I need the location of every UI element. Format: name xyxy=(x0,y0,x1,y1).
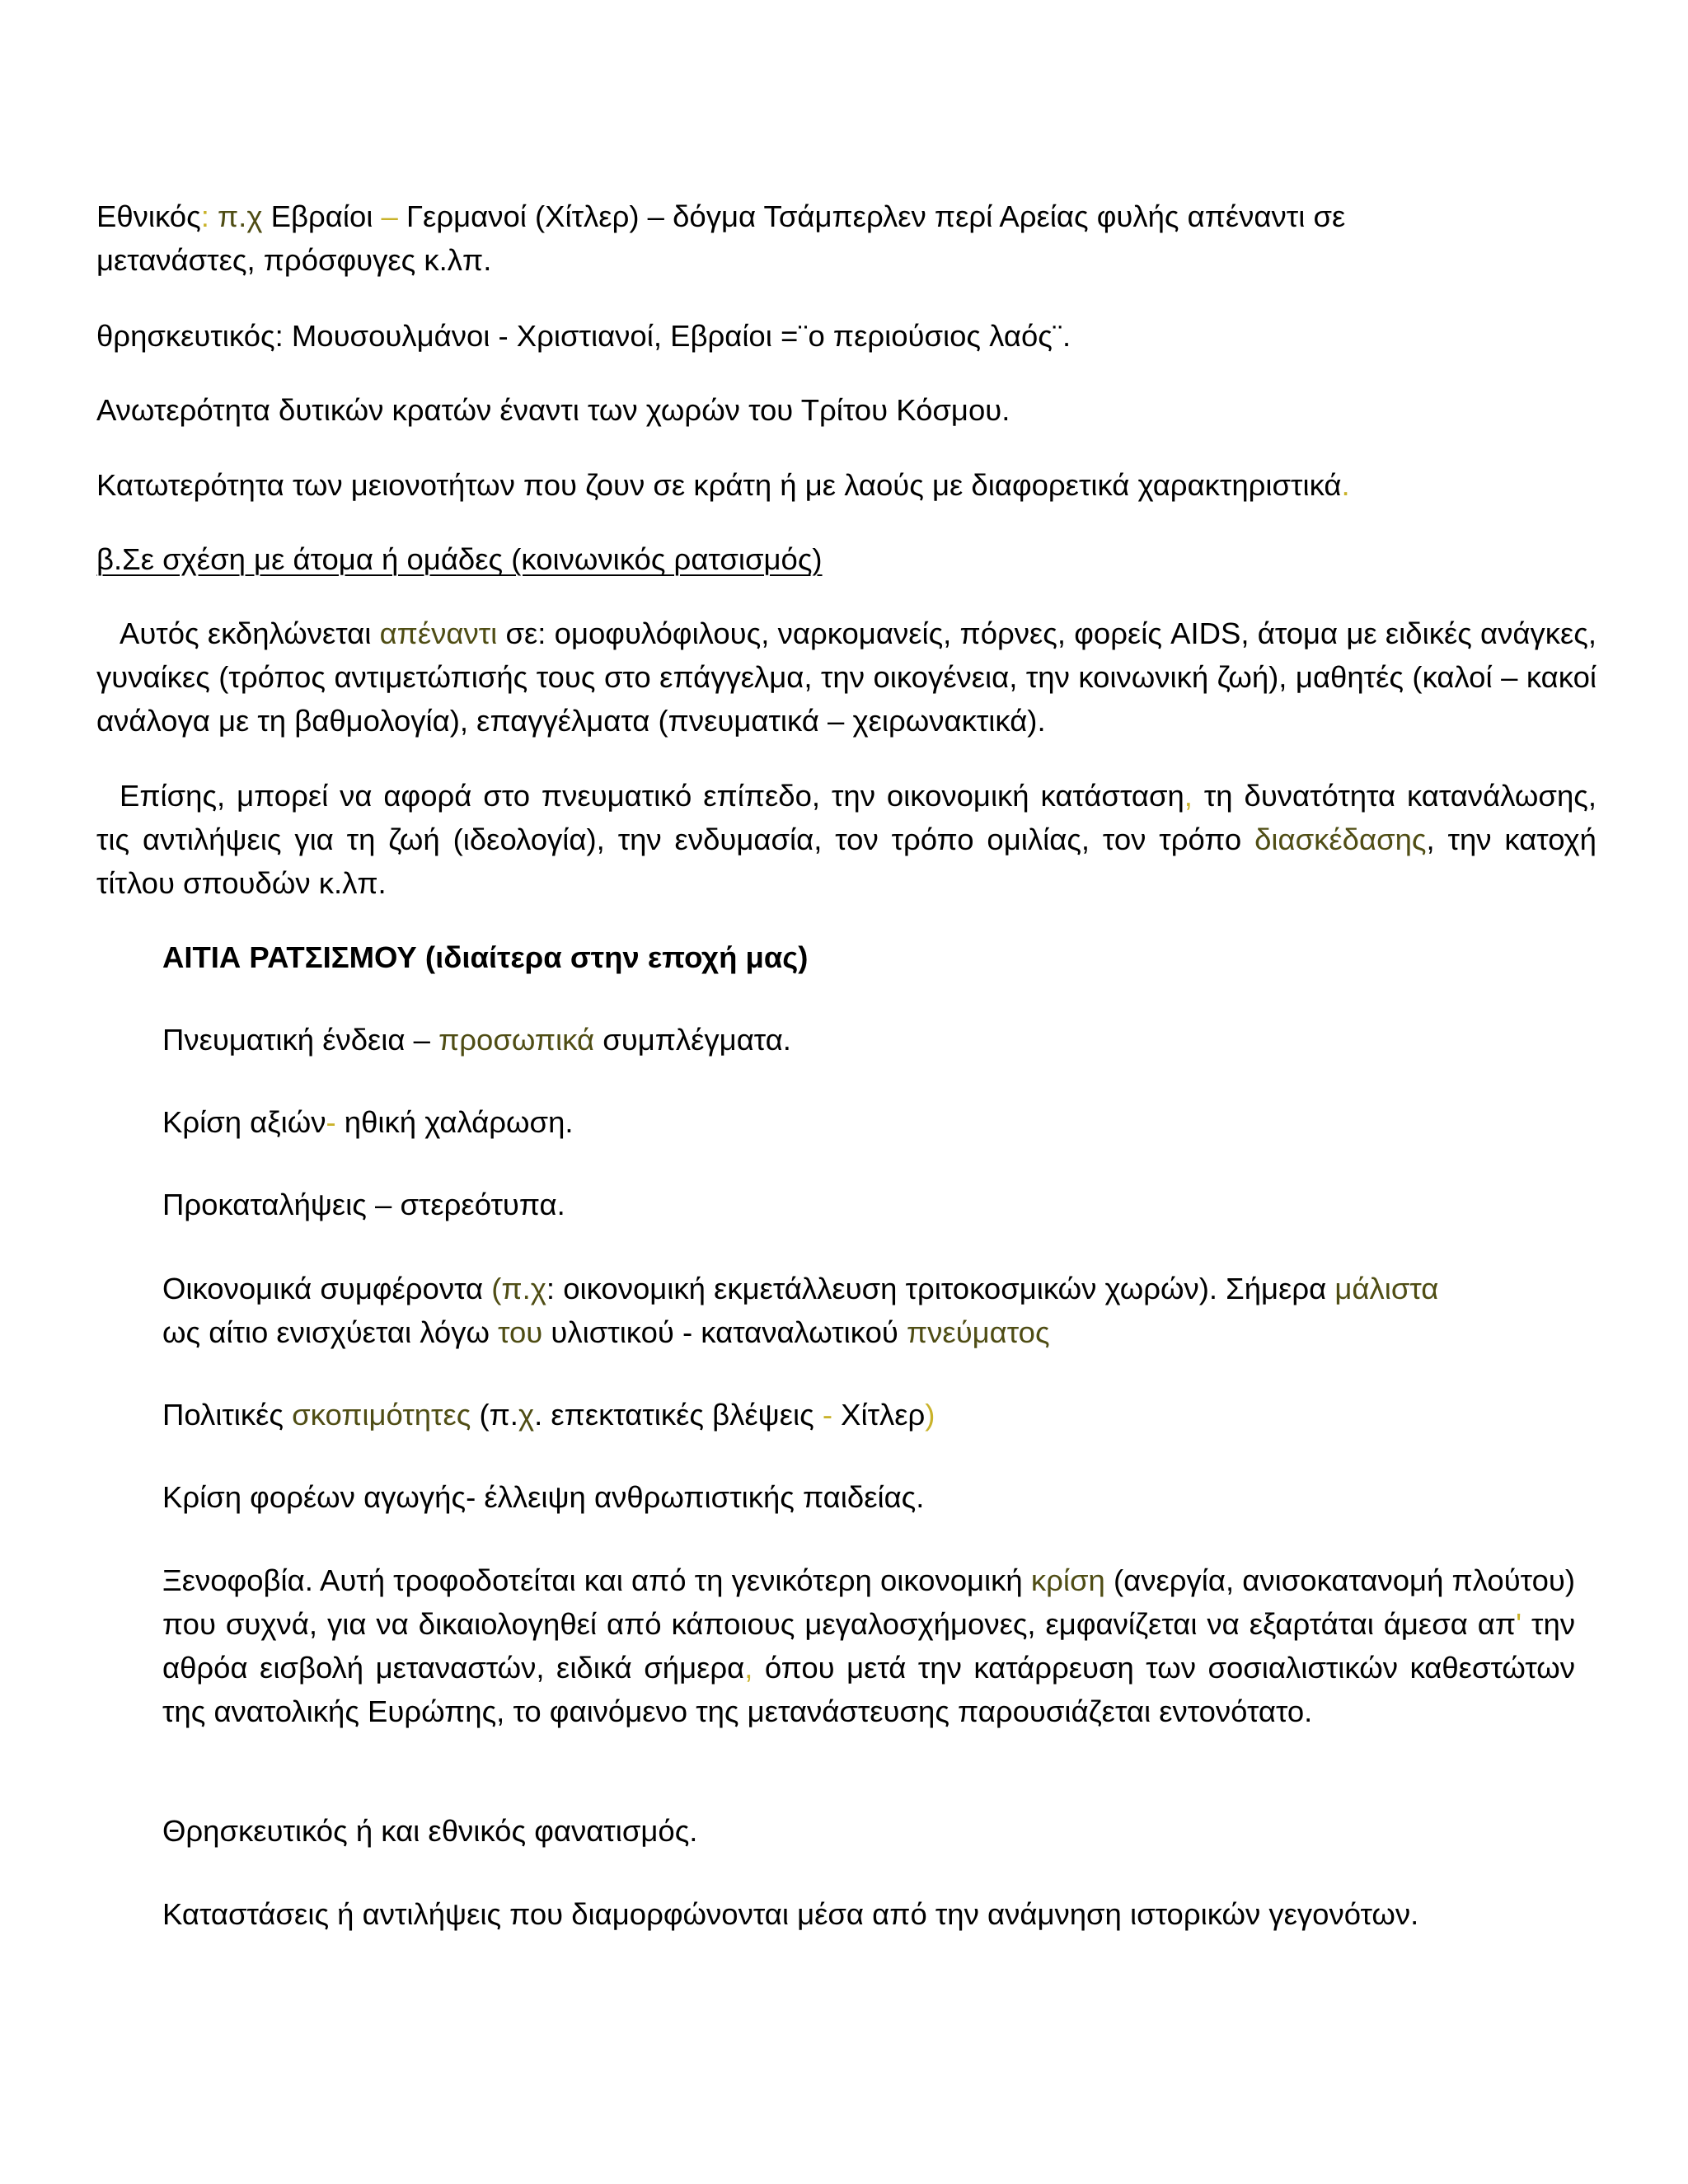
highlight: π.χ xyxy=(209,199,263,233)
text-run: συμπλέγματα. xyxy=(594,1023,791,1057)
cause-item xyxy=(162,1100,574,1144)
highlight: σκοπιμότητες xyxy=(292,1398,471,1432)
highlight: (π.χ xyxy=(491,1272,546,1305)
text-run: , την κατοχή τίτλου σπουδών κ.λπ. xyxy=(96,823,1597,900)
highlight: απέναντι xyxy=(379,616,498,650)
text-run: σε: ομοφυλόφιλους, ναρκομανείς, πόρνες, φορείς AIDS, άτομα με ειδικές ανάγκες, γυναίκες (τρόπος αντιμετώπισής τους στο επάγγελμα, την οικογένεια, την κοινωνική ζωή), μαθητές (καλοί – κακοί ανάλογα με τη βαθμολογία), επαγγέλματα (πνευματικά – χειρωνακτικά). xyxy=(96,616,1597,738)
text-run: Αυτός εκδηλώνεται xyxy=(120,616,380,650)
text-run: Πολιτικές xyxy=(162,1398,293,1432)
causes-heading: ΑΙΤΙΑ ΡΑΤΣΙΣΜΟΥ (ιδιαίτερα στην εποχή μας) xyxy=(162,940,809,974)
highlight: πνεύματος xyxy=(906,1315,1050,1349)
inferiority-line xyxy=(96,463,1350,507)
cause-item xyxy=(162,1393,935,1436)
text-run: υλιστικού - καταναλωτικού xyxy=(542,1315,907,1349)
highlight: . xyxy=(1341,468,1350,502)
text-run: Ξενοφοβία. Αυτή τροφοδοτείται και από τη γενικότερη οικονομική xyxy=(162,1563,1031,1597)
highlight: - xyxy=(822,1398,832,1432)
cause-item-line-2 xyxy=(162,1310,1050,1354)
text-run: Πνευματική ένδεια – xyxy=(162,1023,439,1057)
cause-item: Προκαταλήψεις – στερεότυπα. xyxy=(162,1188,565,1221)
cause-item xyxy=(162,1267,1438,1310)
text-run: : οικονομική εκμετάλλευση τριτοκοσμικών χωρών). Σήμερα xyxy=(546,1272,1335,1305)
text-run: ως αίτιο ενισχύεται λόγω xyxy=(162,1315,499,1349)
highlight: προσωπικά xyxy=(438,1023,595,1057)
text-run: . επεκτατικές βλέψεις xyxy=(534,1398,823,1432)
ethnic-racism-line-2: μετανάστες, πρόσφυγες κ.λπ. xyxy=(96,243,492,277)
text-run: Κρίση αξιών xyxy=(162,1105,326,1139)
cause-item: Καταστάσεις ή αντιλήψεις που διαμορφώνονται μέσα από την ανάμνηση ιστορικών γεγονότων. xyxy=(162,1897,1419,1931)
social-paragraph-2 xyxy=(96,774,1597,905)
text-run: ηθική χαλάρωση. xyxy=(335,1105,574,1139)
text-run: τη δυνατότητα κατανάλωσης, τις αντιλήψεις για τη ζωή (ιδεολογία), την ενδυμασία, τον τρόπο ομιλίας, τον τρόπο xyxy=(96,779,1597,856)
highlight: του xyxy=(498,1315,543,1349)
cause-item xyxy=(162,1018,791,1062)
highlight: μάλιστα xyxy=(1334,1272,1439,1305)
text-run: Κατωτερότητα των μειονοτήτων που ζουν σε κράτη ή με λαούς με διαφορετικά χαρακτηριστικά xyxy=(96,468,1342,502)
cause-item: Θρησκευτικός ή και εθνικός φανατισμός. xyxy=(162,1814,698,1848)
highlight: – xyxy=(381,199,398,233)
social-paragraph-1 xyxy=(96,612,1597,743)
ethnic-racism-line xyxy=(96,194,1345,238)
highlight: ) xyxy=(925,1398,935,1432)
social-racism-heading: β.Σε σχέση με άτομα ή ομάδες (κοινωνικός ρατσισμός) xyxy=(96,542,823,576)
text-run: (π. xyxy=(471,1398,518,1432)
text-run: Γερμανοί (Χίτλερ) – δόγμα Τσάμπερλεν περί Αρείας φυλής απέναντι σε xyxy=(397,199,1346,233)
superiority-line: Ανωτερότητα δυτικών κρατών έναντι των χωρών του Τρίτου Κόσμου. xyxy=(96,393,1010,427)
text-run: Εβραίοι xyxy=(262,199,382,233)
text-run: Οικονομικά συμφέροντα xyxy=(162,1272,492,1305)
ethnic-label: Εθνικός xyxy=(96,199,201,233)
highlight: κρίση xyxy=(1030,1563,1105,1597)
text-run: την αθρόα εισβολή μεταναστών, ειδικά σήμερα xyxy=(162,1607,1575,1685)
highlight: - xyxy=(326,1105,336,1139)
highlight: ' xyxy=(1516,1607,1522,1641)
religious-racism-line: θρησκευτικός: Μουσουλμάνοι - Χριστιανοί, Εβραίοι =¨ο περιούσιος λαός¨. xyxy=(96,319,1071,353)
highlight: , xyxy=(744,1651,753,1685)
text-run: Επίσης, μπορεί να αφορά στο πνευματικό επίπεδο, την οικονομική κατάσταση xyxy=(120,779,1184,813)
text-run: Χίτλερ xyxy=(832,1398,926,1432)
highlight: διασκέδασης xyxy=(1254,823,1427,856)
highlight: : xyxy=(200,199,209,233)
text-run: όπου μετά την κατάρρευση των σοσιαλιστικών καθεστώτων της ανατολικής Ευρώπης, το φαινόμενο της μετανάστευσης παρουσιάζεται εντονότατο. xyxy=(162,1651,1575,1728)
cause-item-xenophobia xyxy=(162,1558,1575,1733)
text-run: (ανεργία, ανισοκατανομή πλούτου) που συχνά, για να δικαιολογηθεί από κάποιους μεγαλοσχήμονες, εμφανίζεται να εξαρτάται άμεσα απ xyxy=(162,1563,1575,1641)
highlight: , xyxy=(1184,779,1193,813)
highlight: χ xyxy=(518,1398,535,1432)
cause-item: Κρίση φορέων αγωγής- έλλειψη ανθρωπιστικής παιδείας. xyxy=(162,1480,925,1514)
